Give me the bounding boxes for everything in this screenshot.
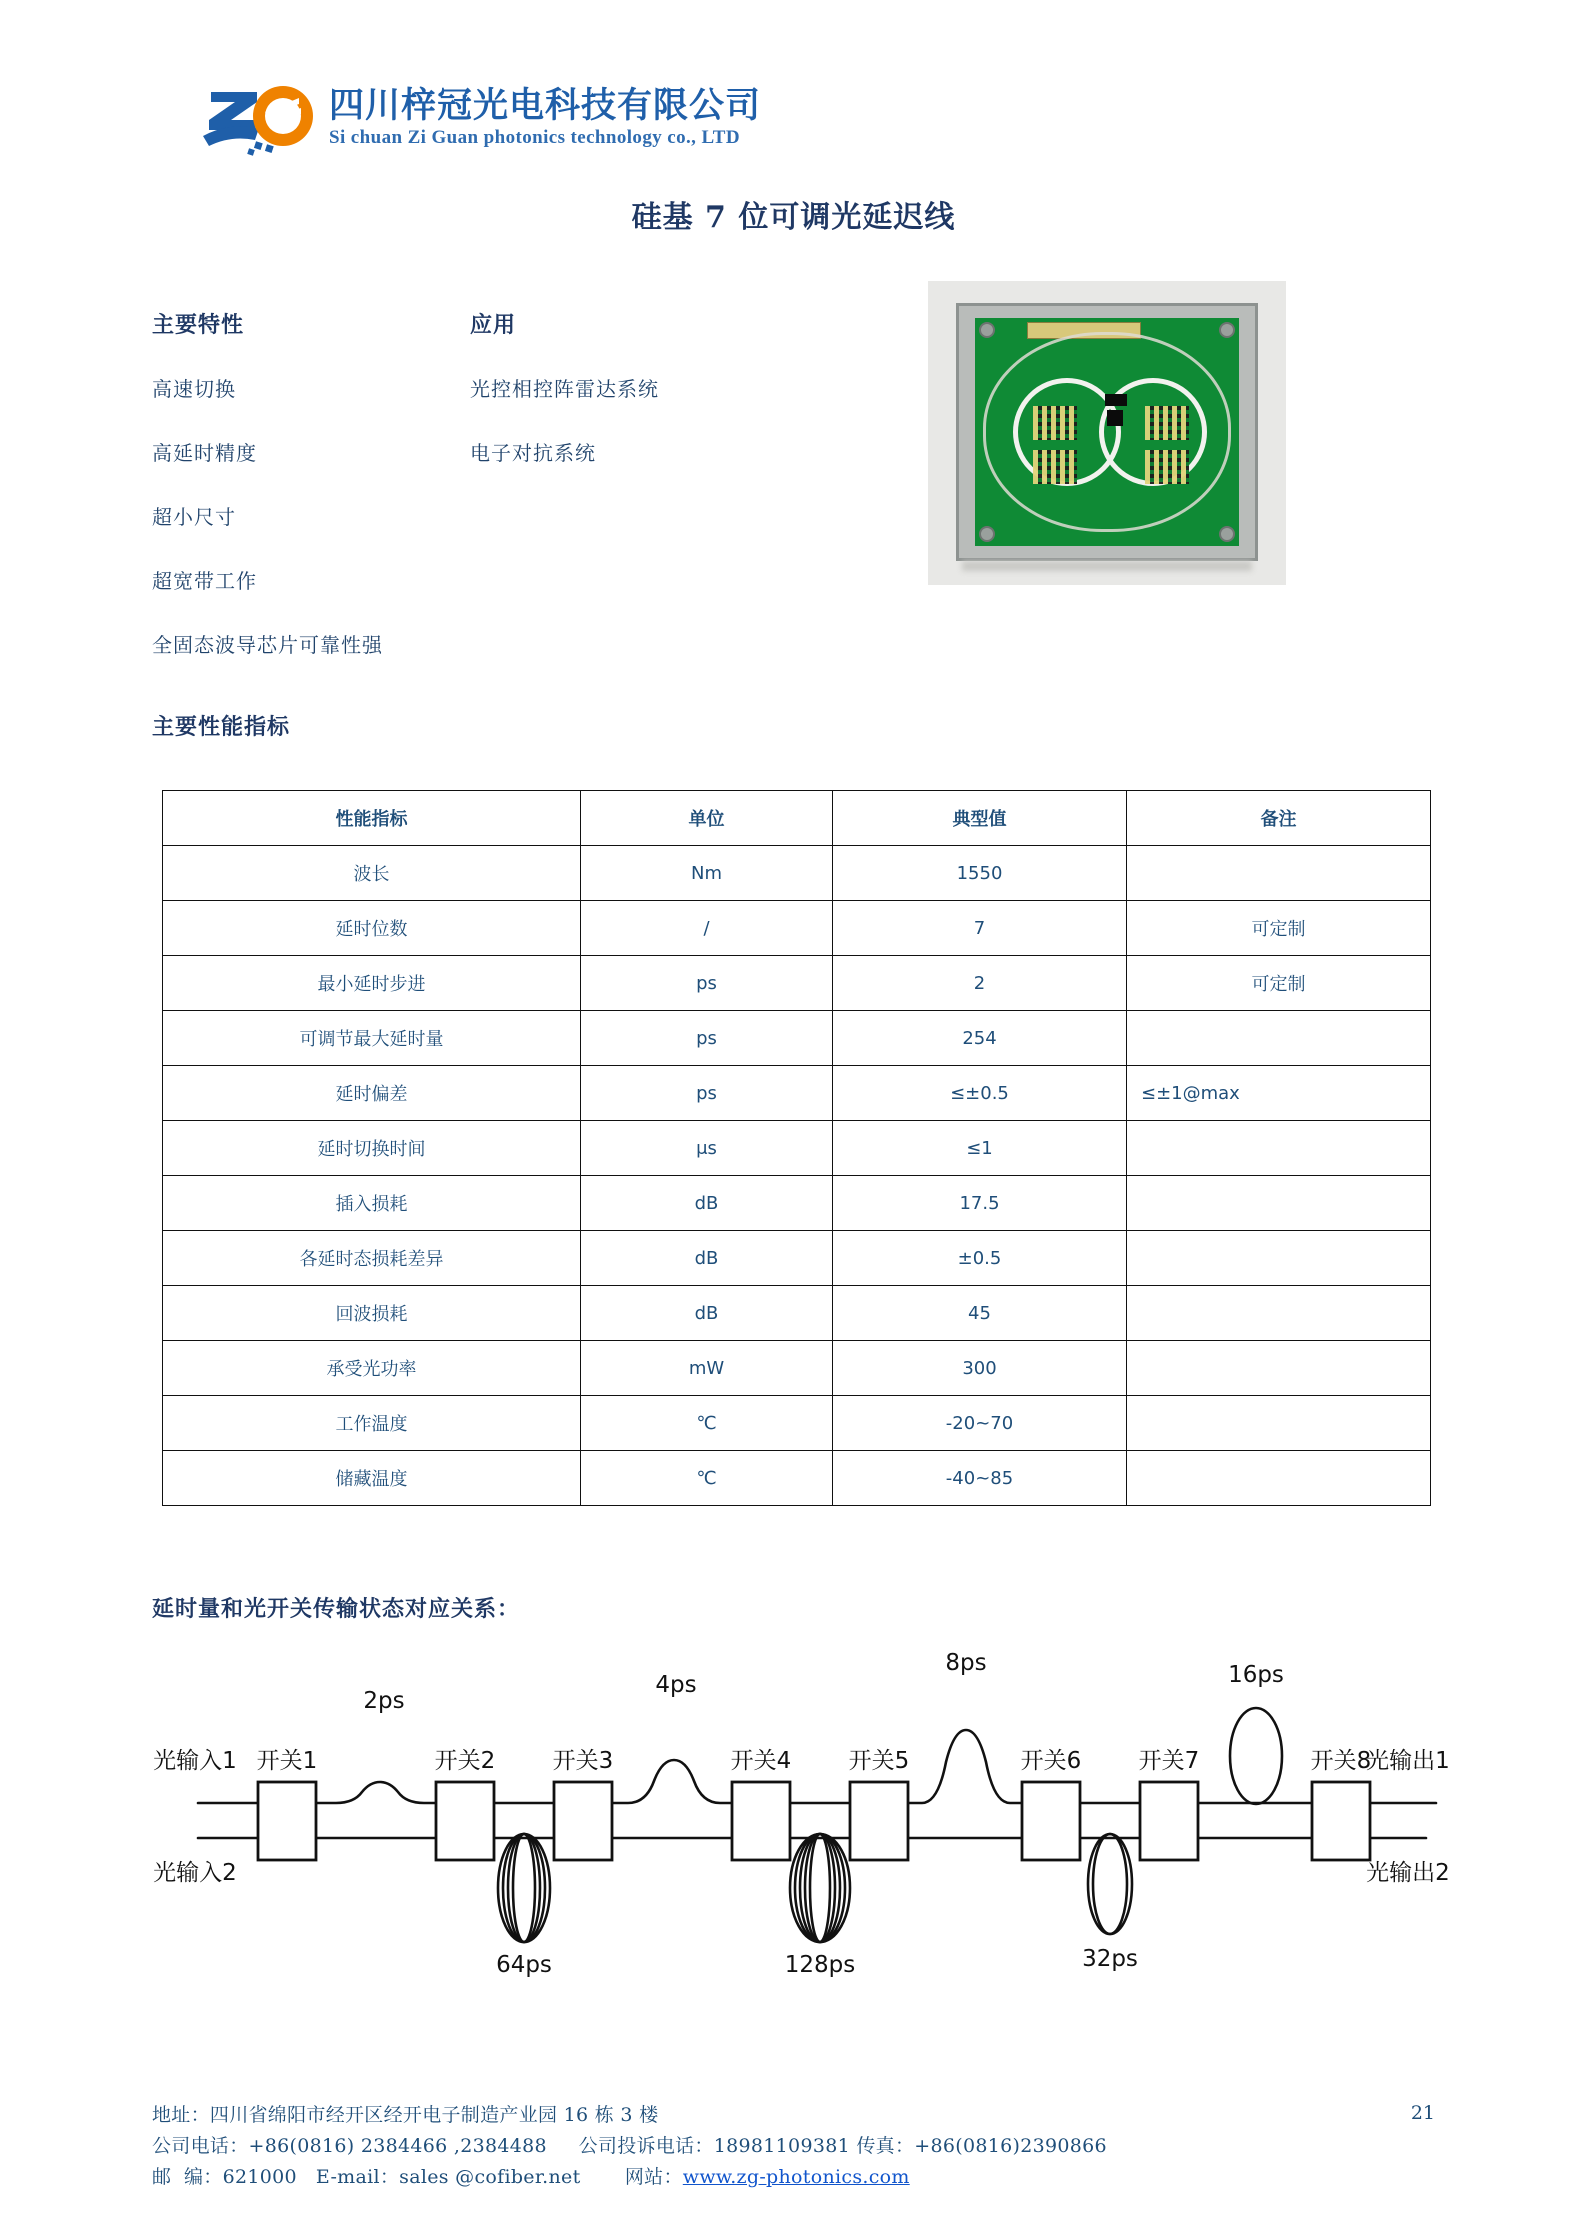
cell-typical-value: 45 [833,1286,1127,1341]
input-label-1: 光输入1 [153,1748,237,1774]
cell-typical-value: ≤±0.5 [833,1066,1127,1121]
solder-pads [1033,406,1077,440]
cell-unit: ps [581,1011,833,1066]
switch-label: 开关2 [434,1748,496,1774]
cell-note [1127,1396,1431,1451]
applications-column [470,308,770,501]
delay-label-top: 4ps [655,1672,697,1698]
table-row [163,1121,1431,1176]
table-row [163,1451,1431,1506]
cell-spec-name: 延时切换时间 [163,1121,581,1176]
cell-unit: ℃ [581,1451,833,1506]
cell-note [1127,846,1431,901]
output-label-1: 光输出1 [1366,1748,1450,1774]
cell-typical-value: 17.5 [833,1176,1127,1231]
cell-typical-value: ±0.5 [833,1231,1127,1286]
footer-address: 地址：四川省绵阳市经开区经开电子制造产业园 16 栋 3 楼 [152,2104,659,2126]
delay-line-schematic [140,1640,1460,1980]
delay-label-top: 8ps [945,1650,987,1676]
footer-postal-email [152,2162,1107,2193]
solder-pads [1033,450,1077,484]
cell-note: ≤±1@max [1127,1066,1431,1121]
delay-label-bottom: 32ps [1082,1946,1138,1972]
delay-label-bottom: 64ps [496,1952,552,1978]
switch-label: 开关7 [1138,1748,1200,1774]
output-label-2: 光输出2 [1366,1860,1450,1886]
switch-box-3 [554,1782,612,1860]
product-photo-pcb [975,318,1239,546]
column-header-unit: 单位 [581,791,833,846]
cell-spec-name: 储藏温度 [163,1451,581,1506]
delay-label-top: 2ps [363,1688,405,1714]
table-row [163,1176,1431,1231]
cell-note [1127,1341,1431,1396]
cell-typical-value: -20~70 [833,1396,1127,1451]
switch-label: 开关8 [1310,1748,1372,1774]
cell-unit: ps [581,956,833,1011]
applications-heading: 应用 [470,313,517,338]
table-row [163,956,1431,1011]
page-title: 硅基 7 位可调光延迟线 [631,200,956,235]
cell-note: 可定制 [1127,956,1431,1011]
cell-typical-value: -40~85 [833,1451,1127,1506]
coil-64ps [498,1834,550,1942]
feature-item: 超小尺寸 [152,505,236,529]
cell-typical-value: 300 [833,1341,1127,1396]
switch-box-1 [258,1782,316,1860]
switch-box-5 [850,1782,908,1860]
switch-label: 开关1 [256,1748,318,1774]
screw-icon [1219,526,1235,542]
cell-spec-name: 各延时态损耗差异 [163,1231,581,1286]
cell-spec-name: 最小延时步进 [163,956,581,1011]
feature-item: 高速切换 [152,377,236,401]
switch-box-7 [1140,1782,1198,1860]
loop-16ps [1230,1708,1282,1804]
switch-label: 开关3 [552,1748,614,1774]
ic-chip [1107,410,1123,426]
cell-unit: ℃ [581,1396,833,1451]
company-name-cn: 四川梓冠光电科技有限公司 [329,86,762,127]
solder-pads [1145,406,1189,440]
company-name-en: Si chuan Zi Guan photonics technology co., LTD [329,126,740,148]
ic-chip [1105,394,1127,406]
cell-spec-name: 延时位数 [163,901,581,956]
cell-unit: μs [581,1121,833,1176]
cell-typical-value: 2 [833,956,1127,1011]
product-photo [928,281,1286,585]
cell-spec-name: 工作温度 [163,1396,581,1451]
feature-item: 全固态波导芯片可靠性强 [152,633,383,657]
cell-unit: Nm [581,846,833,901]
zg-logo-icon [195,78,313,158]
company-name-block [329,87,761,148]
column-header-note: 备注 [1127,791,1431,846]
table-row [163,1066,1431,1121]
delay-label-top: 16ps [1228,1662,1284,1688]
cell-unit: dB [581,1176,833,1231]
company-header [195,78,761,158]
cell-note [1127,1451,1431,1506]
cell-spec-name: 延时偏差 [163,1066,581,1121]
cell-note [1127,1176,1431,1231]
cell-unit: ps [581,1066,833,1121]
photo-shadow [962,561,1252,571]
input-label-2: 光输入2 [153,1860,237,1886]
website-link[interactable]: www.zg-photonics.com [682,2165,910,2188]
feature-item: 超宽带工作 [152,569,257,593]
coil-128ps [790,1834,850,1942]
cell-unit: dB [581,1231,833,1286]
main-features-column [152,308,452,693]
page-number: 21 [1410,2102,1435,2124]
switch-label: 开关6 [1020,1748,1082,1774]
table-header-row [163,791,1431,846]
column-header-name: 性能指标 [163,791,581,846]
specs-heading: 主要性能指标 [152,715,291,740]
switch-box-8 [1312,1782,1370,1860]
table-row [163,846,1431,901]
screw-icon [1219,322,1235,338]
table-row [163,1011,1431,1066]
application-item: 光控相控阵雷达系统 [470,377,659,401]
screw-icon [979,526,995,542]
cell-spec-name: 波长 [163,846,581,901]
cell-typical-value: 7 [833,901,1127,956]
switch-box-4 [732,1782,790,1860]
product-photo-housing [956,303,1258,561]
cell-note [1127,1011,1431,1066]
cell-spec-name: 插入损耗 [163,1176,581,1231]
table-row [163,901,1431,956]
cell-unit: dB [581,1286,833,1341]
switch-box-2 [436,1782,494,1860]
switch-label: 开关5 [848,1748,910,1774]
cell-spec-name: 可调节最大延时量 [163,1011,581,1066]
specifications-table [162,790,1431,1506]
cell-spec-name: 回波损耗 [163,1286,581,1341]
cell-note [1127,1121,1431,1176]
footer-postal-email-text: 邮 编：621000 E-mail：sales @cofiber.net 网站： [152,2165,683,2188]
table-row [163,1286,1431,1341]
cell-note: 可定制 [1127,901,1431,956]
cell-unit: / [581,901,833,956]
table-row [163,1231,1431,1286]
diagram-heading: 延时量和光开关传输状态对应关系： [152,1597,521,1622]
cell-note [1127,1286,1431,1341]
main-features-heading: 主要特性 [152,313,245,338]
schematic-svg [140,1640,1460,1980]
cell-typical-value: ≤1 [833,1121,1127,1176]
delay-label-bottom: 128ps [784,1952,856,1978]
column-header-typical: 典型值 [833,791,1127,846]
table-row [163,1396,1431,1451]
table-row [163,1341,1431,1396]
footer-phones: 公司电话：+86(0816) 2384466 ,2384488 公司投诉电话：18981109381 传真：+86(0816)2390866 [152,2134,1107,2157]
application-item: 电子对抗系统 [470,441,596,465]
solder-pads [1145,450,1189,484]
footer-contact [152,2100,1107,2192]
coil-32ps [1088,1834,1132,1934]
cell-note [1127,1231,1431,1286]
cell-typical-value: 1550 [833,846,1127,901]
feature-item: 高延时精度 [152,441,257,465]
screw-icon [979,322,995,338]
switch-box-6 [1022,1782,1080,1860]
cell-spec-name: 承受光功率 [163,1341,581,1396]
cell-unit: mW [581,1341,833,1396]
table-body [163,846,1431,1506]
switch-label: 开关4 [730,1748,792,1774]
cell-typical-value: 254 [833,1011,1127,1066]
